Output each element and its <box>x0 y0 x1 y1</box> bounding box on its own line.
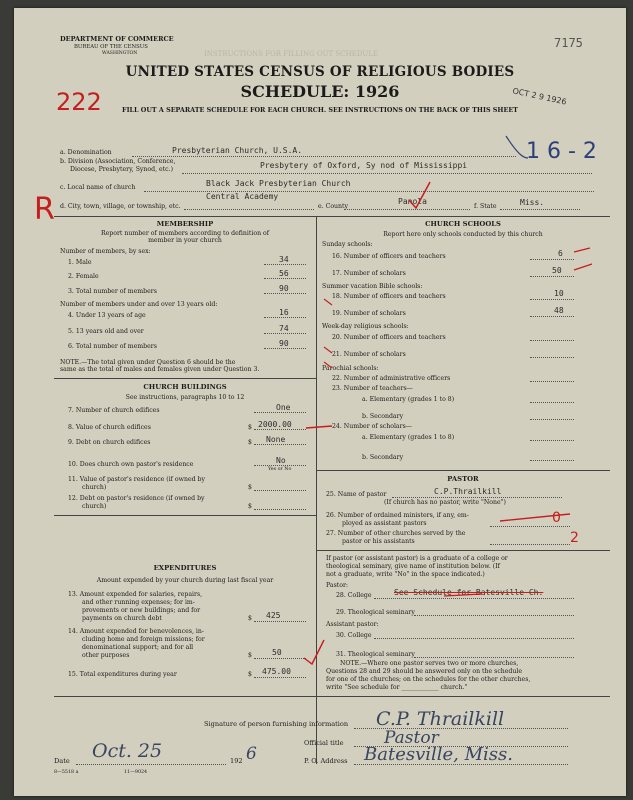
q13-value: 425 <box>266 611 281 620</box>
q24b-label: b. Secondary <box>362 454 404 461</box>
po-address-value: Batesville, Miss. <box>364 744 514 765</box>
q12-label-2: church) <box>82 503 107 510</box>
division-label-2: Diocese, Presbytery, Synod, etc.) <box>70 166 174 173</box>
yes-no-hint: Yes or No <box>268 467 292 472</box>
q5-value: 74 <box>279 324 289 333</box>
q7-label: 7. Number of church edifices <box>68 407 160 414</box>
weekday-header: Week-day religious schools: <box>322 323 409 330</box>
q8-value: 2000.00 <box>258 420 292 429</box>
form-title: UNITED STATES CENSUS OF RELIGIOUS BODIES <box>125 64 515 80</box>
q6-value: 90 <box>279 339 289 348</box>
q25-label: 25. Name of pastor <box>326 491 387 498</box>
denomination-label: a. Denomination <box>60 149 112 156</box>
q26-value: 0 <box>552 510 561 526</box>
summer-header: Summer vacation Bible schools: <box>322 283 423 290</box>
q4-value: 16 <box>279 308 289 317</box>
q27-label-2: pastor or his assistants <box>342 538 415 545</box>
q18-label: 18. Number of officers and teachers <box>332 293 446 300</box>
q5-label: 5. 13 years old and over <box>68 328 144 335</box>
pastor-note-3: for one of the churches; on the schedules for the other churches, <box>326 676 531 683</box>
expenditures-note: Amount expended by your church during last fiscal year <box>96 577 274 584</box>
red-number-annotation: 222 <box>56 88 102 116</box>
asst-pastor-label: Assistant pastor: <box>326 621 379 628</box>
q9-label: 9. Debt on church edifices <box>68 439 151 446</box>
city-label: d. City, town, village, or township, etc. <box>60 203 181 210</box>
q3-value: 90 <box>279 284 289 293</box>
pastor-heading: PASTOR <box>447 475 479 483</box>
q25-note: (If church has no pastor, write "None") <box>384 499 506 506</box>
q1-value: 34 <box>279 255 289 264</box>
q23a-label: a. Elementary (grades 1 to 8) <box>362 396 455 403</box>
county-value: Panola <box>398 197 427 206</box>
membership-note-1: Report number of members according to definition of <box>100 230 270 237</box>
state-value: Miss. <box>520 198 545 207</box>
q27-value: 2 <box>570 530 579 546</box>
q26-strike-mark <box>500 514 570 521</box>
bureau-name: BUREAU OF THE CENSUS <box>74 44 148 50</box>
received-date-stamp: OCT 2 9 1926 <box>511 86 568 107</box>
church-name-value: Black Jack Presbyterian Church <box>206 179 351 188</box>
q13-label-2: and other running expenses; for im- <box>82 599 195 606</box>
county-label: e. County <box>318 203 349 210</box>
q13-label-4: payments on church debt <box>82 615 162 622</box>
pastor-note-1: NOTE.—Where one pastor serves two or more churches, <box>340 660 519 667</box>
q23-label: 23. Number of teachers— <box>332 385 413 392</box>
blue-pen-stroke <box>506 136 528 158</box>
q22-label: 22. Number of administrative officers <box>332 375 451 382</box>
grad-note-2: theological seminary, give name of institution below. (If <box>326 563 500 570</box>
pastor-note-4: write "See schedule for ____________ church." <box>326 684 468 691</box>
q13-label-1: 13. Amount expended for salaries, repairs, <box>68 591 203 598</box>
signature-value: C.P. Thrailkill <box>376 708 505 730</box>
stamp-number: 7175 <box>554 36 583 50</box>
q3-label: 3. Total number of members <box>68 288 157 295</box>
division-value: Presbytery of Oxford, Sy nod of Mississippi <box>260 161 468 170</box>
membership-tick-marks <box>324 299 332 368</box>
q15-label: 15. Total expenditures during year <box>68 671 177 678</box>
official-title-value: Pastor <box>384 728 439 748</box>
q25-value: C.P.Thrailkill <box>434 487 502 496</box>
q11-label-2: church) <box>82 484 107 491</box>
sex-header: Number of members, by sex: <box>60 248 151 255</box>
q18-value: 10 <box>554 289 564 298</box>
q28-value: See Schedule for Batesville Ch. <box>394 588 544 597</box>
date-value: Oct. 25 <box>92 740 163 762</box>
red-r-annotation: R <box>34 192 55 227</box>
q23b-label: b. Secondary <box>362 413 404 420</box>
q17-value: 50 <box>552 266 562 275</box>
form-number-2: 11—9024 <box>124 770 148 775</box>
dept-name: DEPARTMENT OF COMMERCE <box>60 35 174 43</box>
membership-footnote-1: NOTE.—The total given under Question 6 should be the <box>60 359 236 366</box>
q8-label: 8. Value of church edifices <box>68 424 151 431</box>
q7-value: One <box>276 403 291 412</box>
q14-label-3: denominational support; and for all <box>82 644 194 651</box>
instructions-line: FILL OUT A SEPARATE SCHEDULE FOR EACH CHURCH. SEE INSTRUCTIONS ON THE BACK OF THIS SHEET <box>122 106 518 114</box>
q12-label-1: 12. Debt on pastor's residence (if owned by <box>68 495 205 502</box>
age-header: Number of members under and over 13 years old: <box>60 301 218 308</box>
grad-note-3: not a graduate, write "No" in the space indicated.) <box>326 571 485 578</box>
q14-label-2: cluding home and foreign missions; for <box>82 636 205 643</box>
schools-heading: CHURCH SCHOOLS <box>425 220 501 228</box>
date-label: Date <box>54 757 70 765</box>
schools-tick-marks <box>574 248 592 270</box>
q9-value: None <box>266 435 286 444</box>
q15-dollar: $ <box>248 671 252 678</box>
q14-label-1: 14. Amount expended for benevolences, in- <box>68 628 204 635</box>
sunday-header: Sunday schools: <box>322 241 373 248</box>
q1-label: 1. Male <box>68 259 92 266</box>
q2-label: 2. Female <box>68 273 99 280</box>
q11-label-1: 11. Value of pastor's residence (if owned by <box>68 476 205 483</box>
schools-note: Report here only schools conducted by this church <box>383 231 543 238</box>
q21-label: 21. Number of scholars <box>332 351 406 358</box>
q29-label: 29. Theological seminary <box>336 609 415 616</box>
membership-heading: MEMBERSHIP <box>156 220 214 228</box>
bleed-through-text: INSTRUCTIONS FOR FILLING OUT SCHEDULE <box>204 50 379 58</box>
buildings-heading: CHURCH BUILDINGS <box>143 383 227 391</box>
q26-label-2: ployed as assistant pastors <box>342 520 427 527</box>
q24a-label: a. Elementary (grades 1 to 8) <box>362 434 455 441</box>
q13-label-3: provements or new buildings; and for <box>82 607 201 614</box>
value-strike-mark <box>306 426 332 428</box>
blue-code-annotation: 1 6 - 2 <box>526 139 597 164</box>
division-label-1: b. Division (Association, Conference, <box>60 158 176 165</box>
q26-label-1: 26. Number of ordained ministers, if any, em- <box>326 512 469 519</box>
q9-dollar: $ <box>248 439 252 446</box>
denomination-value: Presbyterian Church, U.S.A. <box>172 146 303 155</box>
q30-label: 30. College <box>336 632 372 639</box>
buildings-note: See instructions, paragraphs 10 to 12 <box>125 394 245 401</box>
q10-value: No <box>276 456 286 465</box>
q19-label: 19. Number of scholars <box>332 310 406 317</box>
year-value: 6 <box>246 744 257 764</box>
membership-footnote-2: same as the total of males and females given under Question 3. <box>60 366 260 373</box>
q27-label-1: 27. Number of other churches served by the <box>326 530 466 537</box>
q14-value: 50 <box>272 648 282 657</box>
q16-label: 16. Number of officers and teachers <box>332 253 446 260</box>
year-prefix: 192 <box>230 757 243 765</box>
q24-label: 24. Number of scholars— <box>332 423 412 430</box>
county-check-mark <box>409 182 430 208</box>
q10-label: 10. Does church own pastor's residence <box>68 461 194 468</box>
official-title-label: Official title <box>304 739 344 747</box>
grad-note-1: If pastor (or assistant pastor) is a graduate of a college or <box>326 555 508 562</box>
college-strike-mark <box>444 594 482 596</box>
state-label: f. State <box>474 203 497 210</box>
q14-dollar: $ <box>248 652 252 659</box>
membership-note-2: member in your church <box>148 237 222 244</box>
form-number: 8—5518 a <box>54 770 79 775</box>
q2-value: 56 <box>279 269 289 278</box>
q14-label-4: other purposes <box>82 652 130 659</box>
city-name: WASHINGTON <box>102 51 138 56</box>
po-address-label: P. O. Address <box>304 757 348 765</box>
census-schedule-sheet <box>14 8 626 796</box>
q8-dollar: $ <box>248 424 252 431</box>
q13-dollar: $ <box>248 615 252 622</box>
expenditure-check-mark <box>304 640 324 664</box>
q31-label: 31. Theological seminary <box>336 651 415 658</box>
church-name-label: c. Local name of church <box>60 184 136 191</box>
q19-value: 48 <box>554 306 564 315</box>
q15-value: 475.00 <box>262 667 291 676</box>
q4-label: 4. Under 13 years of age <box>68 312 146 319</box>
q16-value: 6 <box>558 249 563 258</box>
q20-label: 20. Number of officers and teachers <box>332 334 446 341</box>
q11-dollar: $ <box>248 484 252 491</box>
pastor-sub-label: Pastor: <box>326 582 349 589</box>
parochial-header: Parochial schools: <box>322 365 379 372</box>
signature-label: Signature of person furnishing information <box>204 720 349 728</box>
red-check-marks <box>14 8 626 796</box>
q6-label: 6. Total number of members <box>68 343 157 350</box>
schedule-year: SCHEDULE: 1926 <box>240 82 400 101</box>
city-value: Central Academy <box>206 192 279 201</box>
q17-label: 17. Number of scholars <box>332 270 406 277</box>
pastor-note-2: Questions 28 and 29 should be answered only on the schedule <box>326 668 523 675</box>
expenditures-heading: EXPENDITURES <box>153 564 217 572</box>
q12-dollar: $ <box>248 503 252 510</box>
q28-label: 28. College <box>336 592 372 599</box>
